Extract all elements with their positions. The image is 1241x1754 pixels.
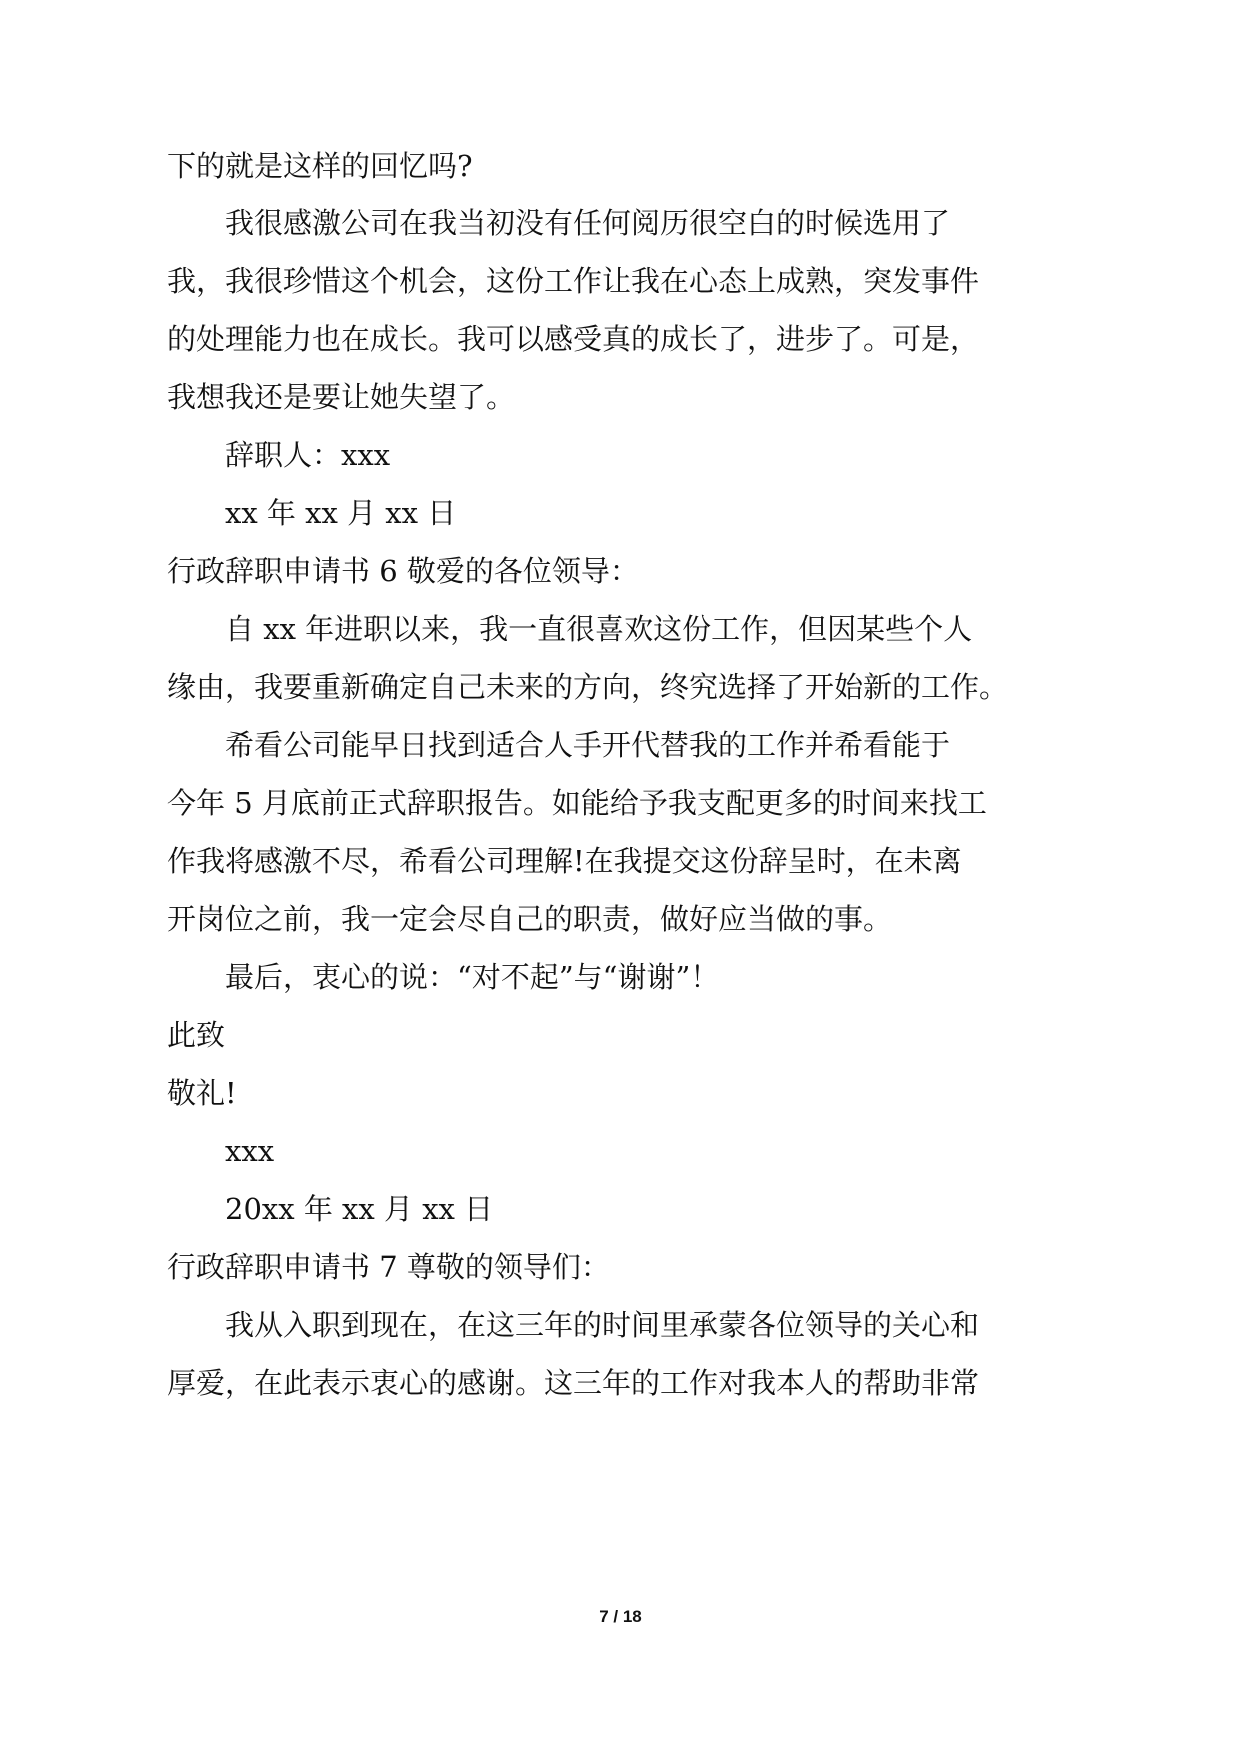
body-line: 我很感激公司在我当初没有任何阅历很空白的时候选用了 <box>225 206 951 240</box>
body-line: 我想我还是要让她失望了。 <box>167 380 516 414</box>
section-heading: 行政辞职申请书 7 尊敬的领导们： <box>167 1250 610 1284</box>
body-line: 的处理能力也在成长。我可以感受真的成长了，进步了。可是， <box>167 322 980 356</box>
body-line: 开岗位之前，我一定会尽自己的职责，做好应当做的事。 <box>167 902 893 936</box>
body-line: 下的就是这样的回忆吗? <box>167 149 473 183</box>
body-line: 作我将感激不尽，希看公司理解!在我提交这份辞呈时，在未离 <box>167 844 962 878</box>
body-line: 最后，衷心的说：“对不起”与“谢谢”！ <box>225 960 720 994</box>
closing-line: 此致 <box>167 1018 226 1052</box>
body-line: 缘由，我要重新确定自己未来的方向，终究选择了开始新的工作。 <box>167 670 1009 704</box>
body-line: 我从入职到现在，在这三年的时间里承蒙各位领导的关心和 <box>225 1308 980 1342</box>
signature-date: 20xx 年 xx 月 xx 日 <box>225 1192 494 1226</box>
closing-salutation: 敬礼! <box>167 1076 237 1110</box>
body-line: 我，我很珍惜这个机会，这份工作让我在心态上成熟，突发事件 <box>167 264 980 298</box>
signature-name: xxx <box>225 1134 275 1168</box>
section-heading: 行政辞职申请书 6 敬爱的各位领导： <box>167 554 639 588</box>
body-line: 厚爱，在此表示衷心的感谢。这三年的工作对我本人的帮助非常 <box>167 1366 980 1400</box>
body-line: 今年 5 月底前正式辞职报告。如能给予我支配更多的时间来找工 <box>167 786 987 820</box>
page-indicator: 7 / 18 <box>599 1607 642 1626</box>
signature-name: 辞职人：xxx <box>225 438 391 472</box>
body-line: 希看公司能早日找到适合人手开代替我的工作并希看能于 <box>225 728 951 762</box>
body-line: 自 xx 年进职以来，我一直很喜欢这份工作，但因某些个人 <box>225 612 973 646</box>
signature-date: xx 年 xx 月 xx 日 <box>225 496 457 530</box>
